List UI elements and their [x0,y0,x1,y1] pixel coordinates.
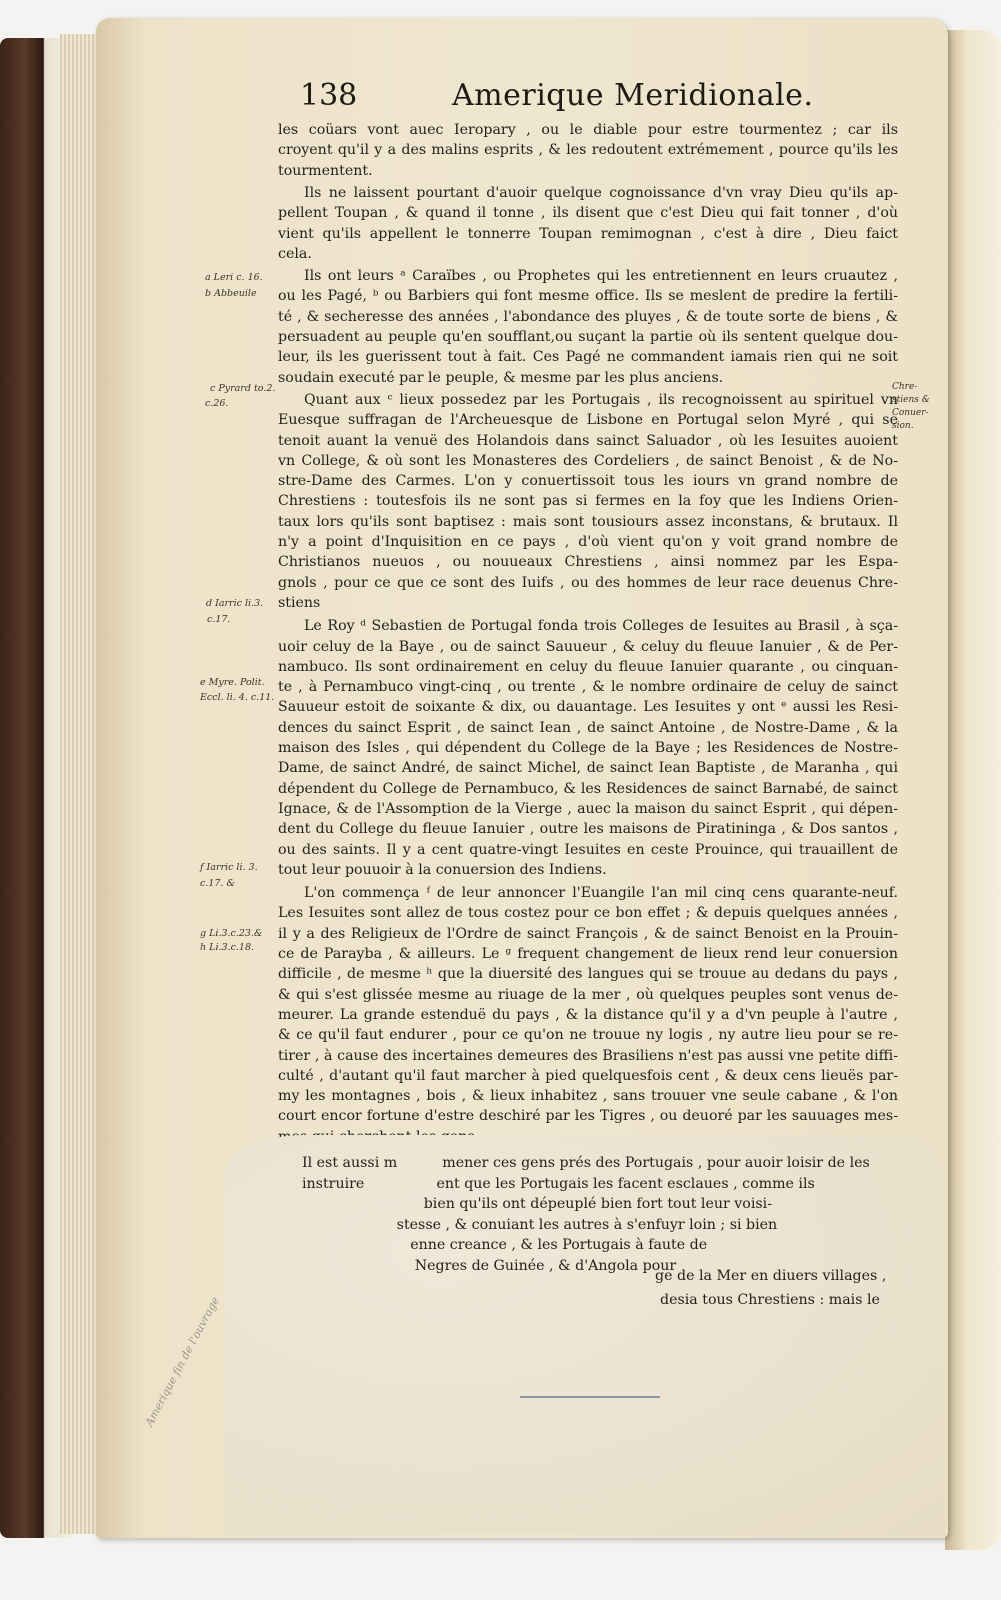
text-line: n'y a point d'Inquisition en ce pays , d'où vient qu'on y voit grand nombre de [278,534,898,550]
marginal-note: b Abbeuile [205,288,257,299]
text-line: maison des Isles , qui dépendent du College de la Baye ; les Residences de Nostre- [278,740,898,756]
marginal-note: g Li.3.c.23.& [200,928,263,939]
text-line: culté , d'autant qu'il faut marcher à pied quelquesfois cent , & deux cens lieuës par- [278,1067,898,1084]
damaged-text-line: bien qu'ils ont dépeuplé bien fort tout leur voisi- [320,1196,772,1212]
text-line: Euesque suffragan de l'Archeuesque de Lisbone en Portugal selon Myré , qui se [278,412,898,429]
side-note: Conuer- [892,408,929,418]
text-line: uoir celuy de la Baye , ou de sainct Sauueur , & celuy du fleuue Ianuier , & de Per- [278,638,898,655]
pencil-annotation: Amerique fin de l'ouvrage [142,1294,222,1429]
text-line: & ce qu'il faut endurer , pour ce qu'on ne trouue ny logis , ny autre lieu pour se re- [278,1027,898,1044]
damaged-text-line: instruire ent que les Portugais les facent esclaues , comme ils [302,1175,815,1192]
text-line: Chrestiens : toutesfois ils ne sont pas si fermes en la foy que les Indiens Orien- [278,493,898,510]
text-line: & qui s'est glissée mesme au riuage de la mer , où quelques peuples sont venus de- [278,986,898,1003]
text-line: ce de Parayba , & ailleurs. Le ᵍ frequent changement de lieux rend leur conuersion [278,946,898,962]
damaged-text-line: stesse , & conuiant les autres à s'enfuyr loin ; si bien [320,1216,778,1233]
marginal-note: Eccl. li. 4. c.11. [200,692,275,703]
damaged-text-line: Negres de Guinée , & d'Angola pour [320,1257,677,1274]
marginal-note: d Iarric li.3. [206,598,264,609]
text-line: il y a des Religieux de l'Ordre de sainct François , & de sainct Benoist en la Prouin- [278,925,898,942]
text-line: soudain executé par le peuple, & mesme par les plus anciens. [278,369,724,386]
text-line: difficile , de mesme ʰ que la diuersité des langues qui se trouue au dedans du pays , [278,966,898,983]
damaged-text-line: enne creance , & les Portugais à faute de [320,1237,708,1253]
torn-damaged-area [225,1135,945,1535]
text-line: meurer. La grande estenduë du pays , & la distance qu'il y a d'vn peuple à l'autre , [278,1006,898,1023]
side-note: Chre- [892,382,918,392]
marginal-note: c.26. [205,398,229,409]
text-line: té , & secheresse des années , l'abondance des pluyes , & de toute sorte de biens , & [278,308,898,325]
text-line: dépendent du College de Pernambuco, & les Residences de sainct Barnabé, de sainct [278,780,898,797]
text-line: ou des saints. Il y a cent quatre-vingt Iesuites en ceste Prouince, qui trauaillent de [278,841,898,858]
text-line: tout leur pouuoir à la conuersion des Indiens. [278,861,607,878]
side-note: stiens & [892,395,930,405]
text-line: ou les Pagé, ᵇ ou Barbiers qui font mesme office. Ils se meslent de predire la fertili- [278,288,898,305]
text-line: dent du College du fleuue Ianuier , outre les maisons de Piratininga , & Dos santos , [278,821,898,838]
text-line: vient qu'ils appellent le tonnerre Toupan remimognan , c'est à dire , Dieu faict [278,225,898,242]
marginal-note: h Li.3.c.18. [200,942,255,953]
text-line: pellent Toupan , & quand il tonne , ils disent que c'est Dieu qui fait tonner , d'où [278,205,898,222]
text-line: Quant aux ᶜ lieux possedez par les Portugais , ils recognoissent au spirituel vn [304,391,898,408]
text-line: L'on commença ᶠ de leur annoncer l'Euangile l'an mil cinq cens quarante-neuf. [304,885,898,902]
text-line: tirer , à cause des incertaines demeures des Brasiliens n'est pas aussi vne petite diffi- [278,1047,898,1064]
text-line: croyent qu'il y a des malins esprits , & les redoutent extrémement , pource qu'ils les [278,142,898,159]
text-line: stre-Dame des Carmes. L'on y conuertissoit tous les iours vn grand nombre de [278,473,898,490]
text-line: my les montagnes , bois , & lieux inhabitez , sans trouuer vne seule cabane , & l'on [278,1088,898,1105]
text-line: court encor fortune d'estre deschiré par les Tigres , ou deuoré par les sauuages mes- [278,1108,898,1125]
text-line: dences du sainct Esprit , de sainct Iean , de sainct Antoine , de Nostre-Dame , & la [278,719,898,736]
text-line: vn College, & où sont les Monasteres des Cordeliers , de sainct Benoist , & de No- [278,452,898,469]
side-note: sion. [892,421,914,431]
text-line: nambuco. Ils sont ordinairement en celuy du fleuue Ianuier quarante , ou cinquan- [278,658,898,675]
running-title: Amerique Meridionale. [452,78,814,113]
text-line: Dame, de sainct André, de sainct Michel, de sainct Iean Baptiste , de Maranha , qui [278,760,898,777]
marginal-note: c.17. & [200,878,235,889]
printed-rule [520,1396,660,1398]
text-line: Les Iesuites sont allez de tous costez pour ce bon effet ; & depuis quelques années , [278,905,898,922]
text-line: leur, ils les guerissent tout à fait. Ces Pagé ne commandent iamais rien qui ne soit [278,349,898,366]
page-number: 138 [300,78,358,113]
fragment-line: desia tous Chrestiens : mais le [660,1292,880,1308]
marginal-note: c.17. [207,614,231,625]
text-line: te , à Pernambuco vingt-cinq , ou trente , & le nombre ordinaire de celuy de sainct [278,679,898,696]
text-line: persuadent au peuple qu'en soufflant,ou suçant la partie où ils sentent quelque dou- [278,329,898,345]
text-line: Ignace, & de l'Assomption de la Vierge , auec la maison du sainct Esprit , qui dépen- [278,800,898,817]
text-line: les coüars vont auec Ieropary , ou le diable pour estre tourmentez ; car ils [278,122,898,138]
text-line: stiens [278,594,321,611]
text-line: Ils ont leurs ᵃ Caraïbes , ou Prophetes qui les entretiennent en leurs cruautez , [304,268,898,285]
text-line: taux lors qu'ils sont baptisez : mais sont tousiours assez inconstans, & brutaux. Il [278,513,898,530]
text-line: Le Roy ᵈ Sebastien de Portugal fonda trois Colleges de Iesuites au Brasil , à sça- [304,618,898,635]
damaged-text-line: Il est aussi m mener ces gens prés des Portugais , pour auoir loisir de les [302,1155,870,1171]
text-line: Ils ne laissent pourtant d'auoir quelque cognoissance d'vn vray Dieu qu'ils ap- [304,184,898,201]
text-line: cela. [278,245,312,262]
text-line: tenoit auant la venuë des Holandois dans sainct Saluador , où les Iesuites auoient [278,432,898,449]
marginal-note: e Myre. Polit. [200,677,265,688]
facing-page-edge [945,30,1001,1550]
text-line: tourmentent. [278,162,373,179]
marginal-note: c Pyrard to.2. [210,383,276,394]
fragment-line: ge de la Mer en diuers villages , [655,1268,887,1284]
marginal-note: a Leri c. 16. [205,272,263,283]
text-line: Sauueur estoit de soixante & dix, ou dauantage. Les Iesuites y ont ᵉ aussi les Resi- [278,699,898,716]
text-line: gnols , pour ce que ce sont des Iuifs , ou des hommes de leur race deuenus Chre- [278,574,898,591]
marginal-note: f Iarric li. 3. [200,862,258,873]
text-line: Christianos nueuos , ou nouueaux Chrestiens , ainsi nommez par les Espa- [278,554,898,571]
